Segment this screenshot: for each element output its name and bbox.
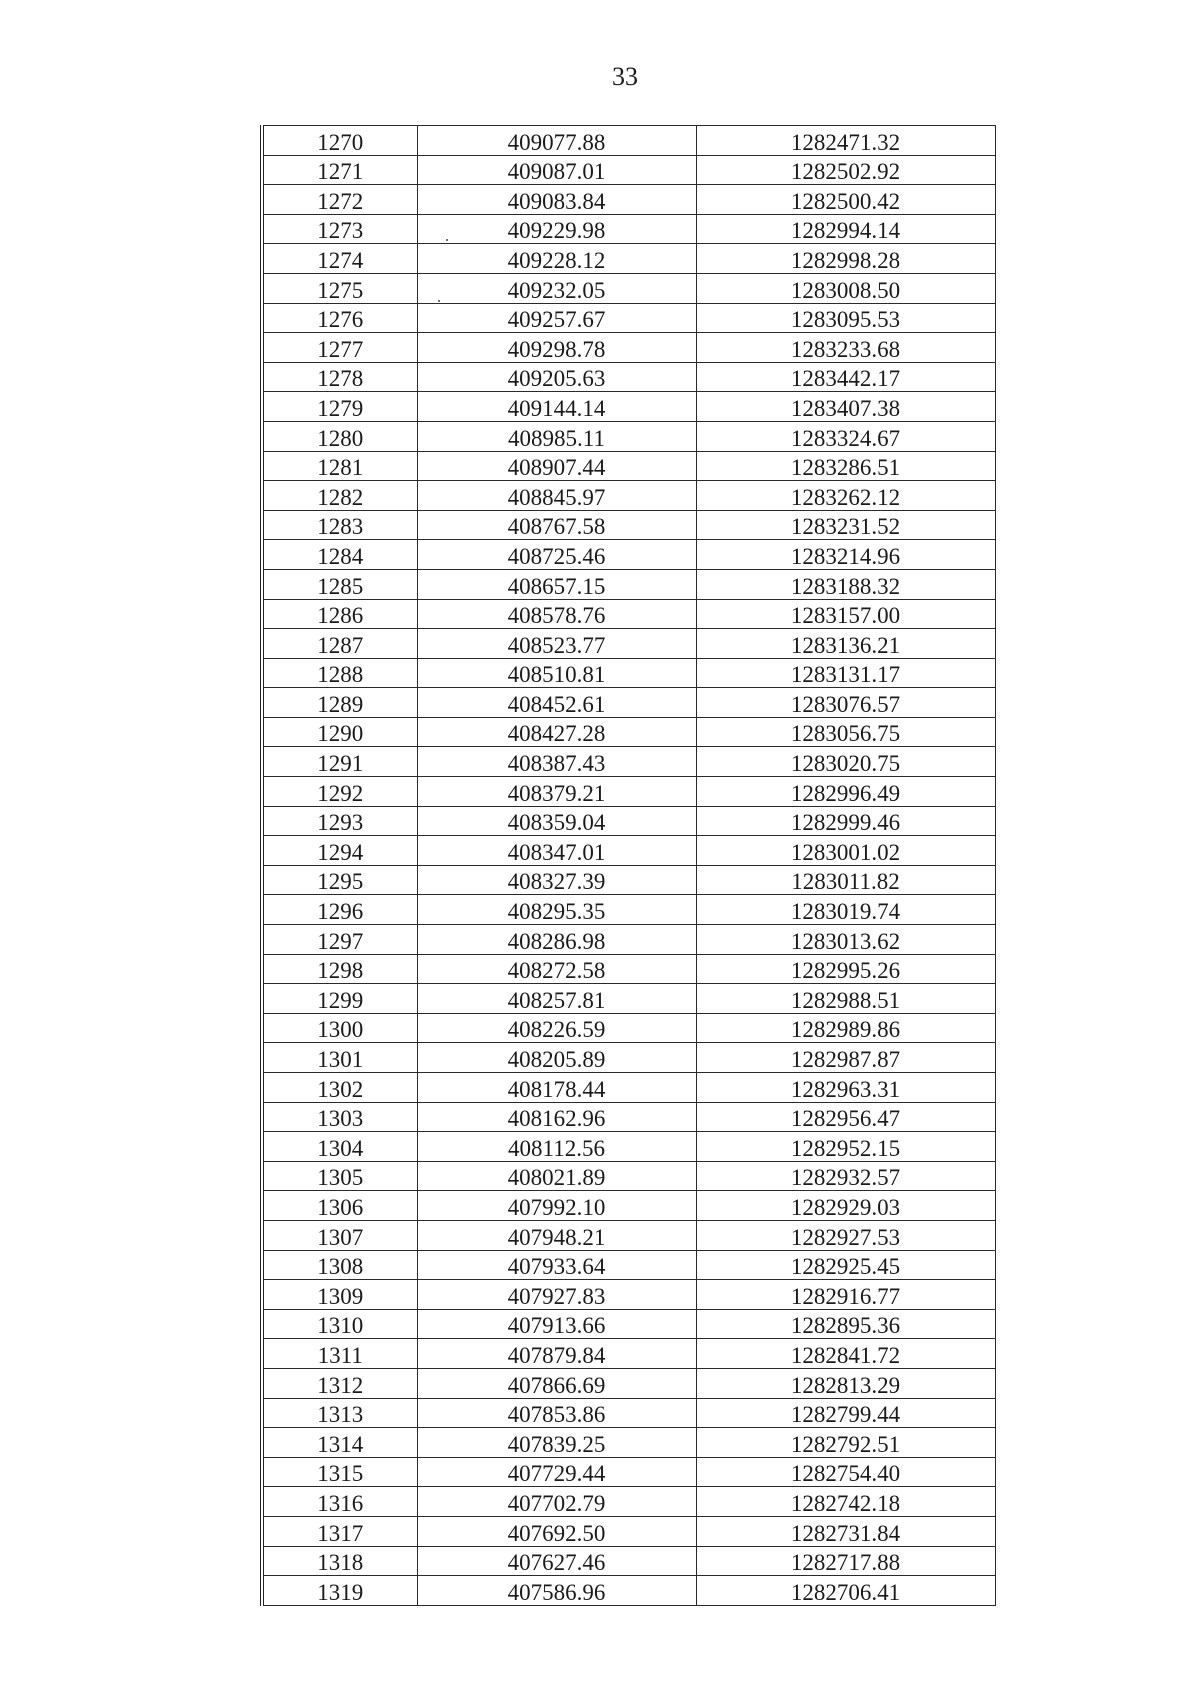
x-coordinate-cell: 409077.88 [417,126,696,156]
y-coordinate-cell: 1282471.32 [696,126,995,156]
y-coordinate-cell: 1283011.82 [696,865,995,895]
x-coordinate-cell: 409228.12 [417,244,696,274]
y-coordinate-cell: 1282895.36 [696,1309,995,1339]
x-coordinate-cell: 409232.05 [417,273,696,303]
y-coordinate-cell: 1282963.31 [696,1073,995,1103]
point-number-cell: 1274 [262,244,417,274]
x-coordinate-cell: 408272.58 [417,954,696,984]
point-number-cell: 1306 [262,1191,417,1221]
x-coordinate-cell: 408427.28 [417,717,696,747]
table-row [262,1161,995,1191]
point-number-cell: 1308 [262,1250,417,1280]
x-coordinate-cell: 407948.21 [417,1220,696,1250]
y-coordinate-cell: 1282717.88 [696,1546,995,1576]
point-number-cell: 1277 [262,333,417,363]
table-row [262,126,995,156]
y-coordinate-cell: 1282994.14 [696,214,995,244]
table-row [262,185,995,215]
point-number-cell: 1283 [262,510,417,540]
x-coordinate-cell: 407853.86 [417,1398,696,1428]
x-coordinate-cell: 408452.61 [417,688,696,718]
point-number-cell: 1273 [262,214,417,244]
table-row [262,1339,995,1369]
point-number-cell: 1305 [262,1161,417,1191]
point-number-cell: 1312 [262,1368,417,1398]
table-row [262,777,995,807]
point-number-cell: 1315 [262,1457,417,1487]
y-coordinate-cell: 1282988.51 [696,984,995,1014]
y-coordinate-cell: 1282989.86 [696,1013,995,1043]
point-number-cell: 1310 [262,1309,417,1339]
table-row [262,1073,995,1103]
table-row [262,717,995,747]
point-number-cell: 1288 [262,658,417,688]
x-coordinate-cell: 407992.10 [417,1191,696,1221]
x-coordinate-cell: 408021.89 [417,1161,696,1191]
table-row [262,747,995,777]
x-coordinate-cell: 407586.96 [417,1576,696,1606]
point-number-cell: 1295 [262,865,417,895]
x-coordinate-cell: 409298.78 [417,333,696,363]
point-number-cell: 1281 [262,451,417,481]
point-number-cell: 1271 [262,155,417,185]
y-coordinate-cell: 1282987.87 [696,1043,995,1073]
table-row [262,1309,995,1339]
point-number-cell: 1284 [262,540,417,570]
x-coordinate-cell: 408657.15 [417,569,696,599]
table-row [262,1043,995,1073]
table-row [262,362,995,392]
point-number-cell: 1276 [262,303,417,333]
x-coordinate-cell: 407839.25 [417,1428,696,1458]
table-row [262,658,995,688]
y-coordinate-cell: 1282952.15 [696,1132,995,1162]
y-coordinate-cell: 1282999.46 [696,806,995,836]
table-row [262,806,995,836]
x-coordinate-cell: 407913.66 [417,1309,696,1339]
table-row [262,1250,995,1280]
table-row [262,1013,995,1043]
table-row [262,540,995,570]
point-number-cell: 1300 [262,1013,417,1043]
y-coordinate-cell: 1282916.77 [696,1280,995,1310]
y-coordinate-cell: 1283324.67 [696,421,995,451]
y-coordinate-cell: 1282731.84 [696,1516,995,1546]
y-coordinate-cell: 1283020.75 [696,747,995,777]
y-coordinate-cell: 1283131.17 [696,658,995,688]
point-number-cell: 1307 [262,1220,417,1250]
x-coordinate-cell: 409257.67 [417,303,696,333]
y-coordinate-cell: 1283001.02 [696,836,995,866]
point-number-cell: 1296 [262,895,417,925]
y-coordinate-cell: 1282956.47 [696,1102,995,1132]
y-coordinate-cell: 1283262.12 [696,481,995,511]
x-coordinate-cell: 409087.01 [417,155,696,185]
y-coordinate-cell: 1283286.51 [696,451,995,481]
table-row [262,1220,995,1250]
point-number-cell: 1314 [262,1428,417,1458]
point-number-cell: 1298 [262,954,417,984]
x-coordinate-cell: 408845.97 [417,481,696,511]
y-coordinate-cell: 1282706.41 [696,1576,995,1606]
y-coordinate-cell: 1282995.26 [696,954,995,984]
page-number: 33 [612,62,638,91]
table-row [262,836,995,866]
table-row [262,214,995,244]
point-number-cell: 1309 [262,1280,417,1310]
y-coordinate-cell: 1283056.75 [696,717,995,747]
y-coordinate-cell: 1283008.50 [696,273,995,303]
y-coordinate-cell: 1283136.21 [696,629,995,659]
x-coordinate-cell: 408327.39 [417,865,696,895]
y-coordinate-cell: 1283095.53 [696,303,995,333]
table-row [262,333,995,363]
scan-speck [438,300,440,302]
x-coordinate-cell: 408257.81 [417,984,696,1014]
table-row [262,1368,995,1398]
point-number-cell: 1270 [262,126,417,156]
point-number-cell: 1319 [262,1576,417,1606]
table-row [262,1546,995,1576]
y-coordinate-cell: 1283233.68 [696,333,995,363]
table-row [262,569,995,599]
point-number-cell: 1318 [262,1546,417,1576]
point-number-cell: 1275 [262,273,417,303]
table-row [262,1457,995,1487]
coordinates-table-body [262,126,995,1606]
point-number-cell: 1299 [262,984,417,1014]
x-coordinate-cell: 408359.04 [417,806,696,836]
table-row [262,303,995,333]
table-row [262,1280,995,1310]
table-row [262,510,995,540]
y-coordinate-cell: 1283013.62 [696,925,995,955]
y-coordinate-cell: 1282813.29 [696,1368,995,1398]
point-number-cell: 1293 [262,806,417,836]
x-coordinate-cell: 407627.46 [417,1546,696,1576]
point-number-cell: 1282 [262,481,417,511]
table-row [262,1516,995,1546]
y-coordinate-cell: 1283442.17 [696,362,995,392]
x-coordinate-cell: 408985.11 [417,421,696,451]
point-number-cell: 1316 [262,1487,417,1517]
point-number-cell: 1301 [262,1043,417,1073]
y-coordinate-cell: 1282742.18 [696,1487,995,1517]
y-coordinate-cell: 1283076.57 [696,688,995,718]
y-coordinate-cell: 1282998.28 [696,244,995,274]
y-coordinate-cell: 1282502.92 [696,155,995,185]
x-coordinate-cell: 408387.43 [417,747,696,777]
x-coordinate-cell: 407927.83 [417,1280,696,1310]
table-row [262,421,995,451]
point-number-cell: 1313 [262,1398,417,1428]
x-coordinate-cell: 408725.46 [417,540,696,570]
y-coordinate-cell: 1283407.38 [696,392,995,422]
table-row [262,954,995,984]
table-row [262,1102,995,1132]
point-number-cell: 1317 [262,1516,417,1546]
table-row [262,392,995,422]
point-number-cell: 1280 [262,421,417,451]
x-coordinate-cell: 409083.84 [417,185,696,215]
x-coordinate-cell: 407692.50 [417,1516,696,1546]
x-coordinate-cell: 409144.14 [417,392,696,422]
coordinates-table [260,125,996,1606]
y-coordinate-cell: 1283231.52 [696,510,995,540]
x-coordinate-cell: 408907.44 [417,451,696,481]
table-row [262,984,995,1014]
scan-speck [446,239,448,241]
point-number-cell: 1291 [262,747,417,777]
y-coordinate-cell: 1282500.42 [696,185,995,215]
table-row [262,1428,995,1458]
x-coordinate-cell: 408379.21 [417,777,696,807]
y-coordinate-cell: 1282929.03 [696,1191,995,1221]
y-coordinate-cell: 1283188.32 [696,569,995,599]
x-coordinate-cell: 408295.35 [417,895,696,925]
x-coordinate-cell: 408226.59 [417,1013,696,1043]
table-row [262,1576,995,1606]
y-coordinate-cell: 1283019.74 [696,895,995,925]
table-row [262,481,995,511]
x-coordinate-cell: 407702.79 [417,1487,696,1517]
point-number-cell: 1272 [262,185,417,215]
point-number-cell: 1290 [262,717,417,747]
x-coordinate-cell: 408286.98 [417,925,696,955]
x-coordinate-cell: 407866.69 [417,1368,696,1398]
x-coordinate-cell: 409205.63 [417,362,696,392]
x-coordinate-cell: 408178.44 [417,1073,696,1103]
x-coordinate-cell: 408767.58 [417,510,696,540]
table-row [262,629,995,659]
table-row [262,273,995,303]
point-number-cell: 1311 [262,1339,417,1369]
y-coordinate-cell: 1282841.72 [696,1339,995,1369]
point-number-cell: 1303 [262,1102,417,1132]
x-coordinate-cell: 407879.84 [417,1339,696,1369]
x-coordinate-cell: 408162.96 [417,1102,696,1132]
table-row [262,688,995,718]
point-number-cell: 1285 [262,569,417,599]
table-row [262,1398,995,1428]
table-row [262,925,995,955]
point-number-cell: 1294 [262,836,417,866]
table-row [262,244,995,274]
table-row [262,1191,995,1221]
y-coordinate-cell: 1282927.53 [696,1220,995,1250]
y-coordinate-cell: 1282792.51 [696,1428,995,1458]
point-number-cell: 1278 [262,362,417,392]
x-coordinate-cell: 407933.64 [417,1250,696,1280]
point-number-cell: 1297 [262,925,417,955]
y-coordinate-cell: 1282754.40 [696,1457,995,1487]
table-row [262,155,995,185]
table-row [262,599,995,629]
y-coordinate-cell: 1282996.49 [696,777,995,807]
point-number-cell: 1292 [262,777,417,807]
y-coordinate-cell: 1283214.96 [696,540,995,570]
point-number-cell: 1286 [262,599,417,629]
y-coordinate-cell: 1282932.57 [696,1161,995,1191]
table-row [262,895,995,925]
y-coordinate-cell: 1283157.00 [696,599,995,629]
point-number-cell: 1302 [262,1073,417,1103]
x-coordinate-cell: 408523.77 [417,629,696,659]
x-coordinate-cell: 407729.44 [417,1457,696,1487]
table-row [262,1132,995,1162]
point-number-cell: 1287 [262,629,417,659]
point-number-cell: 1289 [262,688,417,718]
y-coordinate-cell: 1282925.45 [696,1250,995,1280]
x-coordinate-cell: 408347.01 [417,836,696,866]
point-number-cell: 1304 [262,1132,417,1162]
x-coordinate-cell: 408205.89 [417,1043,696,1073]
y-coordinate-cell: 1282799.44 [696,1398,995,1428]
table-row [262,451,995,481]
table-row [262,1487,995,1517]
x-coordinate-cell: 408578.76 [417,599,696,629]
table-row [262,865,995,895]
x-coordinate-cell: 408510.81 [417,658,696,688]
x-coordinate-cell: 408112.56 [417,1132,696,1162]
point-number-cell: 1279 [262,392,417,422]
x-coordinate-cell: 409229.98 [417,214,696,244]
